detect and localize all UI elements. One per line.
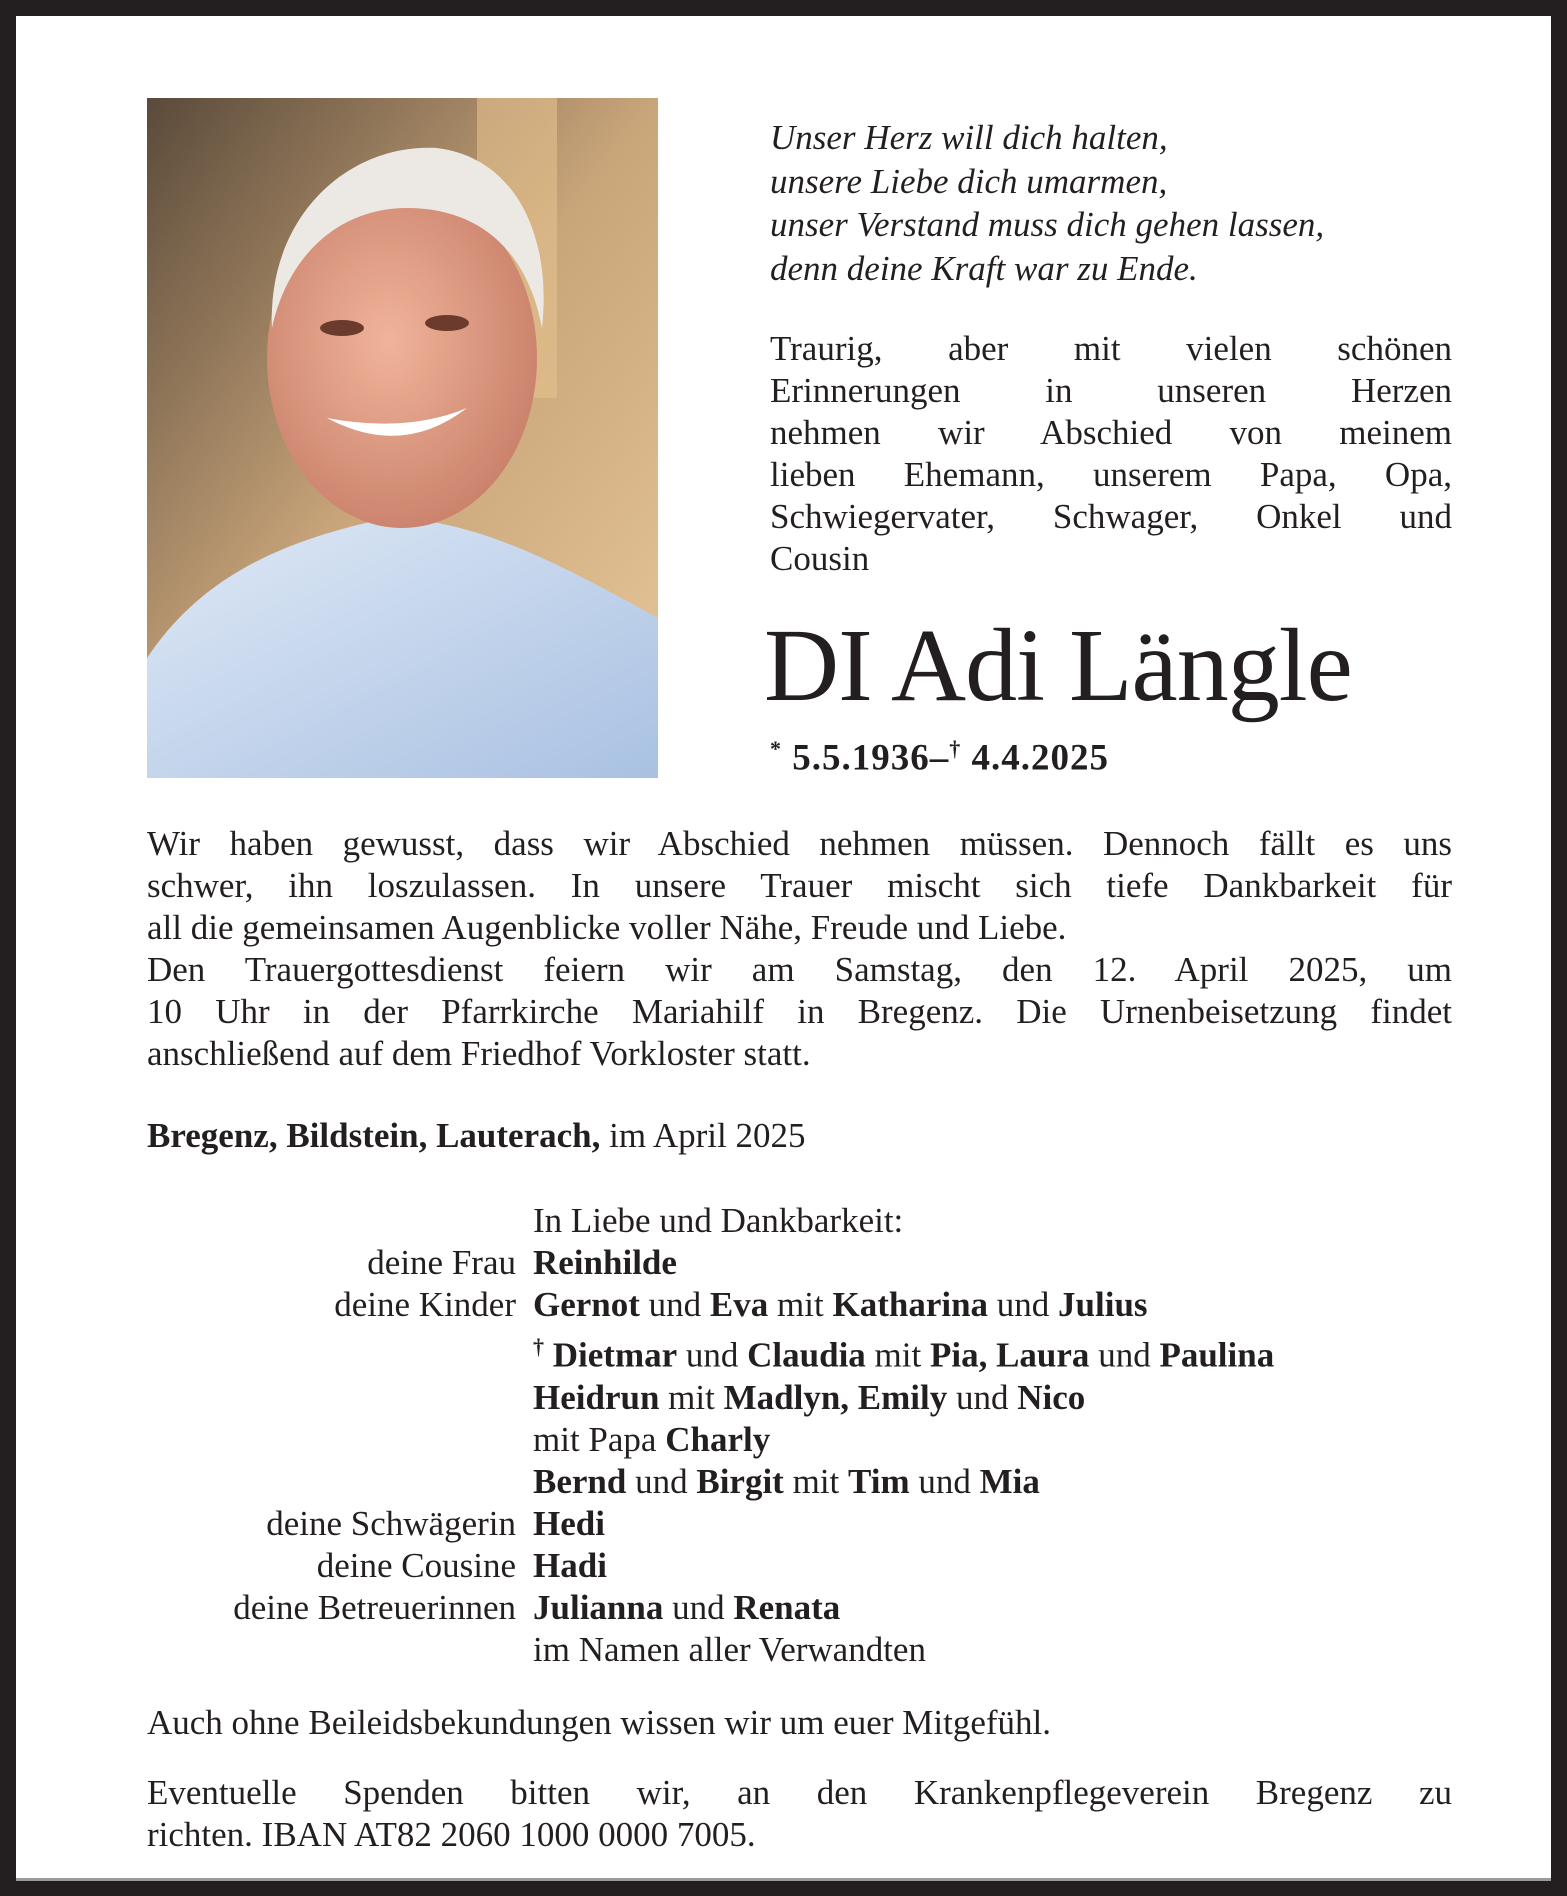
main-line: schwer, ihn loszulassen. In unsere Trauer mischt sich tiefe Dankbarkeit für xyxy=(147,866,1452,905)
signature-heading: In Liebe und Dankbarkeit: xyxy=(533,1201,904,1240)
intro-line: Cousin xyxy=(770,539,870,578)
relation-label: deine Kinder xyxy=(334,1285,516,1324)
relative-names xyxy=(533,1503,605,1545)
intro-line: nehmen wir Abschied von meinem xyxy=(770,413,1452,452)
relative-name: Birgit xyxy=(696,1461,784,1501)
relation-label xyxy=(147,1326,533,1377)
relative-names xyxy=(533,1545,607,1587)
connector-text: mit Papa xyxy=(533,1419,666,1459)
signature-row xyxy=(147,1284,1274,1326)
relative-name: Hadi xyxy=(533,1545,607,1585)
signature-row xyxy=(147,1503,1274,1545)
relative-names xyxy=(533,1326,1274,1377)
main-text xyxy=(147,823,1452,1075)
relation-label xyxy=(147,1629,533,1671)
relative-names xyxy=(533,1284,1148,1326)
signature-row xyxy=(147,1377,1274,1419)
connector-text: und xyxy=(663,1587,734,1627)
relative-name: Hedi xyxy=(533,1503,605,1543)
donation-line: richten. IBAN AT82 2060 1000 0000 7005. xyxy=(147,1815,756,1854)
signature-row xyxy=(147,1629,1274,1671)
relative-name: Claudia xyxy=(747,1335,866,1375)
deceased-cross-icon: † xyxy=(533,1334,544,1359)
donation-line: Eventuelle Spenden bitten wir, an den Krankenpflegeverein Bregenz zu xyxy=(147,1773,1452,1812)
relative-name: Eva xyxy=(709,1285,769,1324)
relative-name: Tim xyxy=(848,1461,910,1501)
relation-label: deine Schwägerin xyxy=(266,1503,516,1543)
connector-text: und xyxy=(909,1461,980,1501)
poem-line: unsere Liebe dich umarmen, xyxy=(770,161,1168,201)
connector-text: und xyxy=(988,1285,1059,1324)
portrait-photo xyxy=(147,98,658,778)
intro-line: Schwiegervater, Schwager, Onkel und xyxy=(770,497,1452,536)
signature-row xyxy=(147,1545,1274,1587)
relation-label xyxy=(147,1377,533,1419)
connector-text: und xyxy=(639,1285,710,1324)
relative-names xyxy=(533,1587,840,1629)
main-line: all die gemeinsamen Augenblicke voller Nähe, Freude und Liebe. xyxy=(147,908,1067,947)
date-separator: – xyxy=(929,737,950,779)
place-towns: Bregenz, Bildstein, Lauterach, xyxy=(147,1116,601,1155)
poem-line: denn deine Kraft war zu Ende. xyxy=(770,248,1198,288)
death-date: 4.4.2025 xyxy=(971,737,1109,779)
relative-name: Mia xyxy=(979,1461,1040,1501)
main-line: Wir haben gewusst, dass wir Abschied nehmen müssen. Dennoch fällt es uns xyxy=(147,824,1452,863)
relation-label: deine Cousine xyxy=(316,1545,516,1585)
connector-text: im Namen aller Verwandten xyxy=(533,1629,926,1669)
signature-row xyxy=(147,1326,1274,1377)
obituary-page xyxy=(16,16,1551,1881)
birth-star-icon: * xyxy=(770,736,782,761)
relative-name: Madlyn, Emily xyxy=(723,1377,948,1417)
relative-name: Katharina xyxy=(832,1285,989,1324)
relative-names xyxy=(533,1461,1040,1503)
relative-names xyxy=(533,1629,926,1671)
relative-name: Dietmar xyxy=(544,1335,678,1375)
intro-line: Traurig, aber mit vielen schönen xyxy=(770,329,1452,368)
birth-date: 5.5.1936 xyxy=(792,737,930,779)
relative-name: Julianna xyxy=(533,1587,664,1627)
life-dates xyxy=(770,736,1109,779)
signature-row xyxy=(147,1461,1274,1503)
relative-names xyxy=(533,1242,677,1284)
connector-text: und xyxy=(947,1377,1018,1417)
death-cross-icon: † xyxy=(949,736,962,761)
relative-name: Paulina xyxy=(1159,1335,1275,1375)
relative-name: Reinhilde xyxy=(533,1243,677,1282)
connector-text: und xyxy=(1089,1335,1160,1375)
connector-text: und xyxy=(677,1335,748,1375)
relative-name: Julius xyxy=(1058,1285,1148,1324)
main-line: anschließend auf dem Friedhof Vorkloster statt. xyxy=(147,1034,811,1073)
relative-names xyxy=(533,1377,1085,1419)
relative-name: Renata xyxy=(733,1587,841,1627)
relative-name: Gernot xyxy=(533,1285,640,1324)
poem-line: Unser Herz will dich halten, xyxy=(770,118,1168,157)
relative-name: Heidrun xyxy=(533,1377,660,1417)
relative-name: Charly xyxy=(665,1419,771,1459)
intro-line: Erinnerungen in unseren Herzen xyxy=(770,371,1452,410)
relative-name: Pia, Laura xyxy=(929,1335,1090,1375)
relative-name: Nico xyxy=(1017,1377,1086,1417)
poem-line: unser Verstand muss dich gehen lassen, xyxy=(770,205,1325,244)
relative-name: Bernd xyxy=(533,1461,627,1501)
signature-row xyxy=(147,1242,1274,1284)
poem xyxy=(770,116,1324,290)
relation-label xyxy=(147,1419,533,1461)
main-line: 10 Uhr in der Pfarrkirche Mariahilf in Bregenz. Die Urnenbeisetzung findet xyxy=(147,992,1452,1031)
signature-block xyxy=(147,1200,1274,1671)
deceased-name: DI Adi Längle xyxy=(764,608,1352,723)
intro-line: lieben Ehemann, unserem Papa, Opa, xyxy=(770,455,1452,494)
relation-label: deine Frau xyxy=(367,1243,516,1282)
place-date xyxy=(147,1116,806,1156)
signature-row xyxy=(147,1587,1274,1629)
main-line: Den Trauergottesdienst feiern wir am Samstag, den 12. April 2025, um xyxy=(147,950,1452,989)
donation-note xyxy=(147,1772,1452,1856)
relative-names xyxy=(533,1419,770,1461)
connector-text: mit xyxy=(659,1377,724,1417)
relation-label: deine Betreuerinnen xyxy=(233,1587,516,1627)
intro-text xyxy=(770,328,1452,580)
connector-text: und xyxy=(626,1461,697,1501)
condolence-note: Auch ohne Beileidsbekundungen wissen wir um euer Mitgefühl. xyxy=(147,1703,1051,1742)
connector-text: mit xyxy=(768,1285,833,1324)
relation-label xyxy=(147,1461,533,1503)
place-month: im April 2025 xyxy=(600,1116,806,1155)
signature-row xyxy=(147,1419,1274,1461)
connector-text: mit xyxy=(783,1461,849,1501)
connector-text: mit xyxy=(865,1335,930,1375)
